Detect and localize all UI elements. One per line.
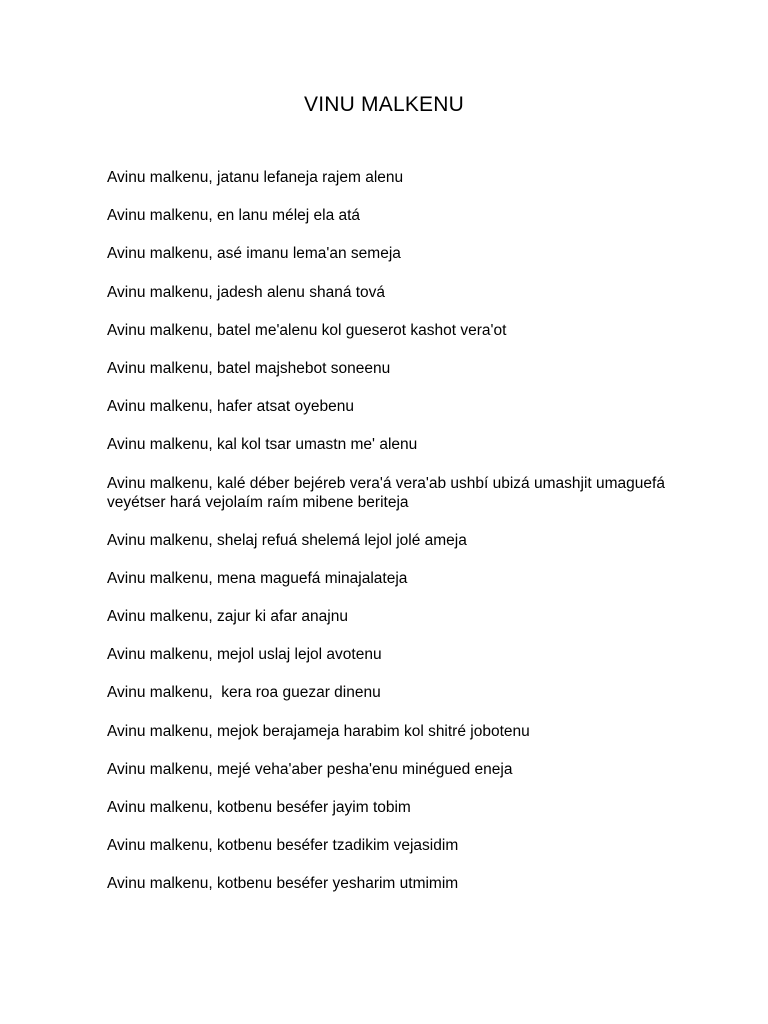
prayer-line: Avinu malkenu, mena maguefá minajalateja <box>107 569 408 587</box>
prayer-line: Avinu malkenu, mejok berajameja harabim kol shitré jobotenu <box>107 722 530 740</box>
prayer-line: Avinu malkenu, kera roa guezar dinenu <box>107 684 381 702</box>
prayer-line: Avinu malkenu, kotbenu beséfer jayim tobim <box>107 799 411 816</box>
prayer-line: Avinu malkenu, asé imanu lema'an semeja <box>107 245 401 263</box>
prayer-line: Avinu malkenu, shelaj refuá shelemá lejol jolé ameja <box>107 531 467 549</box>
prayer-line: Avinu malkenu, batel majshebot soneenu <box>107 359 391 377</box>
prayer-line: Avinu malkenu, kotbenu beséfer yesharim utmimim <box>107 875 459 893</box>
prayer-lines <box>107 168 670 913</box>
prayer-line: Avinu malkenu, mejé veha'aber pesha'enu minégued eneja <box>107 760 513 778</box>
prayer-line: Avinu malkenu, kal kol tsar umastn me' alenu <box>107 436 418 454</box>
prayer-line: Avinu malkenu, hafer atsat oyebenu <box>107 398 355 416</box>
prayer-line: Avinu malkenu, kotbenu beséfer tzadikim vejasidim <box>107 837 459 855</box>
prayer-line: Avinu malkenu, kalé déber bejéreb vera'á vera'ab ushbí ubizá umashjit umaguefá veyétser hará vejolaím raím mibene beriteja <box>107 474 670 511</box>
prayer-line: Avinu malkenu, zajur ki afar anajnu <box>107 608 348 626</box>
prayer-line: Avinu malkenu, en lanu mélej ela atá <box>107 207 361 225</box>
prayer-line: Avinu malkenu, batel me'alenu kol gueserot kashot vera'ot <box>107 321 507 339</box>
page-title: VINU MALKENU <box>304 93 464 116</box>
prayer-line: Avinu malkenu, jadesh alenu shaná tová <box>107 283 386 301</box>
prayer-line: Avinu malkenu, jatanu lefaneja rajem alenu <box>107 169 404 186</box>
prayer-line: Avinu malkenu, mejol uslaj lejol avotenu <box>107 646 382 664</box>
